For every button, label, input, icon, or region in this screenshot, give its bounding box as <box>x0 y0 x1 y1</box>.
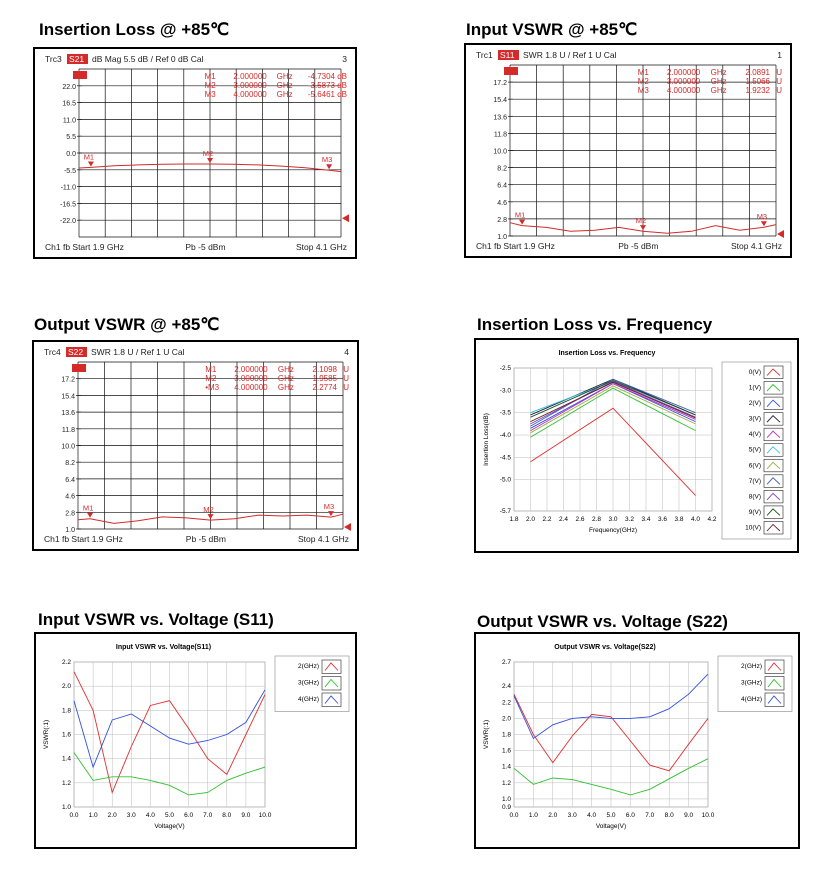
x-tick-label: 6.0 <box>184 812 194 819</box>
reference-arrow <box>777 230 784 238</box>
y-axis-label: VSWR(:1) <box>483 719 490 750</box>
legend-label: 4(V) <box>748 431 761 439</box>
y-tick-label: -16.5 <box>60 201 76 209</box>
analyzer-panel-insertion-loss <box>33 47 357 259</box>
marker-value: 2.2774 <box>312 383 337 392</box>
y-tick-label: 11.8 <box>493 131 507 139</box>
header-format: SWR 1.8 U / Ref 1 U Cal <box>523 50 617 60</box>
marker-value-unit: U <box>776 68 782 77</box>
header-channel-number: 1 <box>777 50 782 60</box>
y-tick-label: 4.6 <box>497 199 507 207</box>
x-tick-label: 1.0 <box>88 812 98 819</box>
x-tick-label: 4.0 <box>587 812 597 819</box>
analyzer-panel-output-vswr <box>32 340 359 551</box>
y-tick-label: 17.2 <box>61 376 75 384</box>
legend-swatch-box <box>322 693 341 707</box>
y-tick-label: 8.2 <box>65 460 75 468</box>
legend-swatch-box <box>764 366 783 379</box>
y-tick-label: 1.6 <box>501 747 511 755</box>
marker-triangle <box>640 225 646 230</box>
chart-panel-input-vswr-vs-voltage <box>34 632 357 849</box>
y-tick-label: 1.8 <box>501 731 511 739</box>
ref-marker-box <box>72 364 86 372</box>
marker-value-unit: U <box>776 77 782 86</box>
line-chart-input-vswr <box>36 634 355 847</box>
x-tick-label: 3.2 <box>624 516 635 523</box>
title-input-vswr-vs-voltage: Input VSWR vs. Voltage (S11) <box>38 610 274 629</box>
marker-label: M3 <box>323 502 335 512</box>
x-tick-label: 2.8 <box>591 516 602 523</box>
marker-label: M1 <box>83 152 95 162</box>
y-tick-label: 1.6 <box>61 731 71 739</box>
legend-swatch-box <box>764 521 783 534</box>
header-param: S22 <box>68 347 84 357</box>
legend-label: 1(V) <box>748 384 761 392</box>
x-tick-label: 9.0 <box>684 812 694 819</box>
marker-triangle <box>328 511 334 516</box>
y-tick-label: -5.0 <box>499 476 511 484</box>
marker-value-unit: dB <box>337 90 347 99</box>
footer-start: Ch1 fb Start 1.9 GHz <box>476 241 555 251</box>
legend-swatch-box <box>764 382 783 395</box>
marker-freq: 3.000000 <box>233 81 267 90</box>
header-format: dB Mag 5.5 dB / Ref 0 dB Cal <box>92 54 204 64</box>
header-channel-number: 4 <box>344 347 349 357</box>
legend-swatch-box <box>765 677 784 691</box>
reference-arrow <box>344 523 351 531</box>
y-tick-label: 1.0 <box>61 804 71 811</box>
legend-label: 3(GHz) <box>298 679 319 687</box>
x-tick-label: 8.0 <box>664 812 674 819</box>
marker-triangle <box>519 220 525 225</box>
header-param: S21 <box>69 54 85 64</box>
x-tick-label: 7.0 <box>203 812 213 819</box>
x-tick-label: 3.8 <box>674 516 684 523</box>
x-tick-label: 10.0 <box>701 812 715 819</box>
marker-unit: GHz <box>710 68 727 77</box>
marker-unit: GHz <box>277 365 294 374</box>
y-tick-label: 11.8 <box>61 426 75 434</box>
marker-triangle <box>87 513 93 518</box>
x-tick-label: 2.4 <box>558 516 569 523</box>
marker-freq: 4.000000 <box>666 86 701 95</box>
footer-power: Pb -5 dBm <box>185 534 226 544</box>
legend-label: 3(V) <box>748 415 761 423</box>
analyzer-chart-insertion-loss <box>35 49 355 257</box>
ref-marker-box <box>504 67 518 75</box>
y-tick-label: 1.8 <box>61 707 71 715</box>
header-format: SWR 1.8 U / Ref 1 U Cal <box>91 347 185 357</box>
marker-unit: GHz <box>276 90 293 99</box>
marker-unit: GHz <box>276 72 293 81</box>
y-tick-label: 4.6 <box>65 493 75 501</box>
y-tick-label: 1.0 <box>501 795 511 803</box>
y-axis-label: VSWR(:1) <box>43 719 50 750</box>
x-tick-label: 4.2 <box>707 516 717 523</box>
marker-unit: GHz <box>277 374 294 383</box>
marker-name: M2 <box>204 81 216 90</box>
x-tick-label: 7.0 <box>645 812 655 819</box>
legend-swatch-box <box>322 660 341 674</box>
y-tick-label: 15.4 <box>61 393 75 401</box>
footer-stop: Stop 4.1 GHz <box>730 241 782 251</box>
header-trace: Trc4 <box>44 347 61 357</box>
y-tick-label: 2.2 <box>61 659 71 666</box>
header-param: S11 <box>500 50 515 60</box>
y-tick-label: -22.0 <box>60 218 76 226</box>
y-tick-label: 22.0 <box>62 83 76 91</box>
x-tick-label: 3.0 <box>126 812 136 819</box>
x-tick-label: 5.0 <box>606 812 616 819</box>
y-tick-label: -5.5 <box>63 167 76 175</box>
legend-swatch-box <box>764 459 783 472</box>
legend-label: 2(GHz) <box>741 663 762 670</box>
marker-value: 1.9232 <box>745 86 770 95</box>
footer-power: Pb -5 dBm <box>185 242 226 252</box>
x-tick-label: 2.2 <box>542 516 552 523</box>
y-tick-label: 17.2 <box>493 80 507 88</box>
x-axis-label: Voltage(V) <box>154 823 185 830</box>
marker-triangle <box>208 514 214 519</box>
marker-triangle <box>761 221 767 226</box>
marker-freq: 2.000000 <box>666 68 701 77</box>
x-tick-label: 1.8 <box>509 516 519 523</box>
marker-value-unit: U <box>776 86 782 95</box>
legend-swatch-box <box>764 475 783 488</box>
legend-label: 9(V) <box>748 508 761 516</box>
title-output-vswr-85: Output VSWR @ +85℃ <box>34 315 220 334</box>
y-tick-label: 2.8 <box>65 510 75 518</box>
chart-title: Output VSWR vs. Voltage(S22) <box>554 644 656 651</box>
chart-title: Input VSWR vs. Voltage(S11) <box>115 644 212 651</box>
marker-label: M2 <box>203 505 214 515</box>
legend-label: 3(GHz) <box>741 679 762 687</box>
x-tick-label: 3.6 <box>657 516 668 523</box>
y-tick-label: 6.4 <box>497 182 507 190</box>
legend-swatch-box <box>765 693 784 707</box>
marker-name: M2 <box>637 77 649 86</box>
marker-unit: GHz <box>710 77 727 86</box>
header-trace: Trc1 <box>476 50 493 60</box>
line-chart-insertion-loss <box>476 340 797 551</box>
legend-swatch-box <box>322 677 341 691</box>
x-tick-label: 3.4 <box>641 516 651 523</box>
reference-arrow <box>342 214 349 222</box>
y-tick-label: 1.0 <box>65 527 75 534</box>
x-tick-label: 3.0 <box>567 812 577 819</box>
x-axis-label: Voltage(V) <box>595 823 627 830</box>
y-tick-label: 13.6 <box>61 410 75 418</box>
footer-start: Ch1 fb Start 1.9 GHz <box>45 242 124 252</box>
legend-swatch-box <box>764 428 783 441</box>
y-tick-label: 10.0 <box>61 443 75 451</box>
chart-title: Insertion Loss vs. Frequency <box>558 350 656 357</box>
marker-value: 2.1098 <box>312 365 337 374</box>
marker-name: M1 <box>205 365 217 374</box>
marker-value: 2.0891 <box>745 68 770 77</box>
y-tick-label: 1.4 <box>501 763 511 771</box>
y-tick-label: 2.0 <box>501 715 511 723</box>
marker-label: M2 <box>635 216 647 226</box>
legend-label: 2(V) <box>748 400 761 408</box>
y-tick-label: -11.0 <box>60 184 76 192</box>
marker-freq: 4.000000 <box>234 383 268 392</box>
x-tick-label: 2.6 <box>575 516 585 523</box>
y-tick-label: -2.5 <box>499 365 511 372</box>
marker-value-unit: U <box>343 383 349 392</box>
marker-value-unit: dB <box>337 72 347 81</box>
marker-triangle <box>88 161 94 166</box>
marker-value: -4.7304 <box>307 72 335 81</box>
y-tick-label: 15.4 <box>493 97 507 105</box>
line-chart-output-vswr <box>476 634 798 847</box>
x-tick-label: 2.0 <box>548 812 558 819</box>
marker-value-unit: U <box>343 365 349 374</box>
legend-label: 10(V) <box>745 524 761 532</box>
y-tick-label: -4.5 <box>499 454 511 462</box>
y-tick-label: 11.0 <box>62 117 76 125</box>
x-tick-label: 3.0 <box>608 516 618 523</box>
footer-power: Pb -5 dBm <box>618 241 659 251</box>
marker-name: •M3 <box>205 383 220 392</box>
marker-label: M3 <box>756 212 768 222</box>
y-tick-label: 0.9 <box>501 804 511 811</box>
legend-label: 4(GHz) <box>741 696 762 703</box>
title-insertion-loss-vs-frequency: Insertion Loss vs. Frequency <box>477 315 713 334</box>
legend-swatch-box <box>764 444 783 457</box>
y-tick-label: -4.0 <box>499 432 511 440</box>
x-tick-label: 4.0 <box>145 812 155 819</box>
footer-start: Ch1 fb Start 1.9 GHz <box>44 534 123 544</box>
legend-swatch-box <box>764 490 783 503</box>
marker-triangle <box>326 164 332 169</box>
legend-swatch-box <box>764 397 783 410</box>
x-axis-label: Frequency(GHz) <box>588 527 638 534</box>
y-tick-label: 13.6 <box>493 114 507 122</box>
y-tick-label: 1.2 <box>61 779 71 787</box>
marker-value: 1.5066 <box>745 77 770 86</box>
legend-label: 7(V) <box>748 477 761 485</box>
marker-label: M2 <box>202 148 214 158</box>
legend-label: 8(V) <box>748 493 761 501</box>
x-tick-label: 8.0 <box>222 812 232 819</box>
marker-triangle <box>207 158 213 163</box>
y-tick-label: 8.2 <box>497 165 507 173</box>
x-tick-label: 1.0 <box>528 812 538 819</box>
legend-label: 6(V) <box>748 462 761 470</box>
analyzer-chart-output-vswr <box>34 342 357 549</box>
y-tick-label: 2.4 <box>501 683 511 691</box>
header-trace: Trc3 <box>45 54 62 64</box>
x-tick-label: 10.0 <box>258 812 272 819</box>
marker-freq: 3.000000 <box>234 374 268 383</box>
y-tick-label: 5.5 <box>66 134 76 142</box>
marker-unit: GHz <box>277 383 294 392</box>
marker-value-unit: dB <box>337 81 347 90</box>
y-tick-label: 2.8 <box>497 216 507 224</box>
y-tick-label: 0.0 <box>66 151 76 158</box>
marker-name: M3 <box>637 86 649 95</box>
footer-stop: Stop 4.1 GHz <box>295 242 347 252</box>
legend-swatch-box <box>764 506 783 519</box>
legend-label: 2(GHz) <box>298 663 319 670</box>
legend-swatch-box <box>765 660 784 674</box>
header-channel-number: 3 <box>342 54 347 64</box>
y-tick-label: -3.5 <box>499 409 511 417</box>
y-tick-label: 1.4 <box>61 755 71 763</box>
title-insertion-loss-85: Insertion Loss @ +85℃ <box>39 20 230 39</box>
marker-value-unit: U <box>343 374 349 383</box>
y-tick-label: -5.7 <box>499 508 511 515</box>
x-tick-label: 6.0 <box>625 812 635 819</box>
legend-label: 5(V) <box>748 446 761 454</box>
marker-value: -3.5873 <box>307 81 335 90</box>
analyzer-panel-input-vswr <box>464 43 792 258</box>
marker-name: M3 <box>204 90 216 99</box>
x-tick-label: 4.0 <box>690 516 701 523</box>
x-tick-label: 2.0 <box>525 516 536 523</box>
marker-unit: GHz <box>710 86 727 95</box>
y-tick-label: 2.0 <box>61 683 71 691</box>
y-tick-label: 1.2 <box>501 779 511 787</box>
marker-unit: GHz <box>276 81 293 90</box>
marker-freq: 4.000000 <box>233 90 267 99</box>
marker-label: M3 <box>321 155 333 165</box>
title-output-vswr-vs-voltage: Output VSWR vs. Voltage (S22) <box>477 612 728 631</box>
marker-freq: 3.000000 <box>666 77 701 86</box>
y-tick-label: 1.0 <box>497 234 507 241</box>
y-tick-label: 16.5 <box>62 100 76 108</box>
y-tick-label: 2.7 <box>501 659 511 666</box>
y-tick-label: 10.0 <box>493 148 507 156</box>
marker-value: -5.6461 <box>307 90 335 99</box>
marker-value: 1.9585 <box>312 374 337 383</box>
chart-panel-insertion-loss-vs-frequency <box>474 338 799 553</box>
title-input-vswr-85: Input VSWR @ +85℃ <box>466 20 638 39</box>
marker-label: M1 <box>514 210 526 220</box>
x-tick-label: 5.0 <box>164 812 175 819</box>
marker-name: M1 <box>204 72 216 81</box>
x-tick-label: 9.0 <box>241 812 251 819</box>
y-tick-label: 6.4 <box>65 476 75 484</box>
marker-label: M1 <box>82 503 94 513</box>
x-tick-label: 0.0 <box>509 812 519 819</box>
footer-stop: Stop 4.1 GHz <box>297 534 349 544</box>
marker-freq: 2.000000 <box>233 72 267 81</box>
x-tick-label: 0.0 <box>69 812 79 819</box>
y-axis-label: Insertion Loss(dB) <box>483 413 490 466</box>
y-tick-label: -3.0 <box>499 387 511 395</box>
marker-name: M2 <box>205 374 217 383</box>
legend-label: 0(V) <box>748 369 761 376</box>
marker-name: M1 <box>637 68 649 77</box>
x-tick-label: 2.0 <box>107 812 117 819</box>
marker-freq: 2.000000 <box>234 365 268 374</box>
legend-swatch-box <box>764 413 783 426</box>
chart-panel-output-vswr-vs-voltage <box>474 632 800 849</box>
analyzer-chart-input-vswr <box>466 45 790 256</box>
legend-label: 4(GHz) <box>298 696 319 703</box>
ref-marker-box <box>73 71 87 79</box>
y-tick-label: 2.2 <box>501 699 511 707</box>
